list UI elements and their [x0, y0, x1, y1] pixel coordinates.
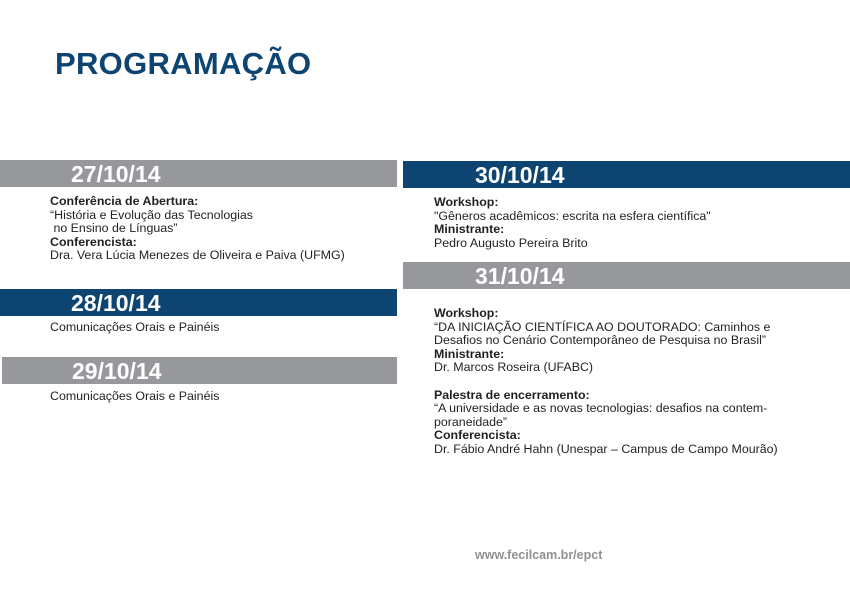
date-label: 29/10/14	[72, 358, 162, 384]
text-line: Dr. Fábio André Hahn (Unespar – Campus de Campo Mourão)	[434, 441, 778, 456]
schedule-block-28	[50, 321, 219, 335]
page-title: PROGRAMAÇÃO	[55, 46, 312, 81]
spacer	[434, 375, 778, 389]
text-line: Pedro Augusto Pereira Brito	[434, 235, 588, 250]
date-bar-28	[0, 289, 397, 316]
date-bar-31	[403, 262, 850, 289]
label-conferencista: Conferencista:	[50, 234, 137, 249]
label-workshop: Workshop:	[434, 306, 499, 320]
date-label: 30/10/14	[475, 162, 565, 188]
text-line: “A universidade e as novas tecnologias: desafios na contem-	[434, 401, 768, 416]
date-bar-27	[0, 160, 397, 187]
text-line: poraneidade”	[434, 414, 508, 429]
date-bar-29	[2, 357, 397, 384]
schedule-block-29	[50, 390, 219, 404]
date-label: 27/10/14	[71, 161, 161, 187]
text-line: no Ensino de Línguas”	[50, 221, 178, 236]
text-line: Desafios no Cenário Contemporâneo de Pesquisa no Brasil”	[434, 333, 766, 348]
website-link[interactable]: www.fecilcam.br/epct	[475, 548, 603, 562]
schedule-block-27	[50, 195, 345, 263]
text-line: Comunicações Orais e Painéis	[50, 320, 220, 334]
schedule-block-31	[434, 307, 778, 457]
schedule-block-30	[434, 196, 711, 250]
text-line: Dra. Vera Lúcia Menezes de Oliveira e Paiva (UFMG)	[50, 248, 345, 263]
date-label: 28/10/14	[71, 290, 161, 316]
label-workshop: Workshop:	[434, 195, 499, 209]
text-line: “DA INICIAÇÃO CIENTÍFICA AO DOUTORADO: Caminhos e	[434, 319, 771, 334]
text-line: "Gêneros acadêmicos: escrita na esfera científica"	[434, 208, 711, 223]
label-conferencista: Conferencista:	[434, 428, 521, 443]
label-ministrante: Ministrante:	[434, 222, 505, 237]
label-conferencia-abertura: Conferência de Abertura:	[50, 194, 199, 208]
date-label: 31/10/14	[475, 263, 565, 289]
text-line: Comunicações Orais e Painéis	[50, 389, 220, 403]
text-line: Dr. Marcos Roseira (UFABC)	[434, 360, 594, 375]
text-line: “História e Evolução das Tecnologias	[50, 207, 253, 222]
label-ministrante: Ministrante:	[434, 346, 505, 361]
date-bar-30	[403, 161, 850, 188]
label-palestra-encerramento: Palestra de encerramento:	[434, 387, 590, 402]
